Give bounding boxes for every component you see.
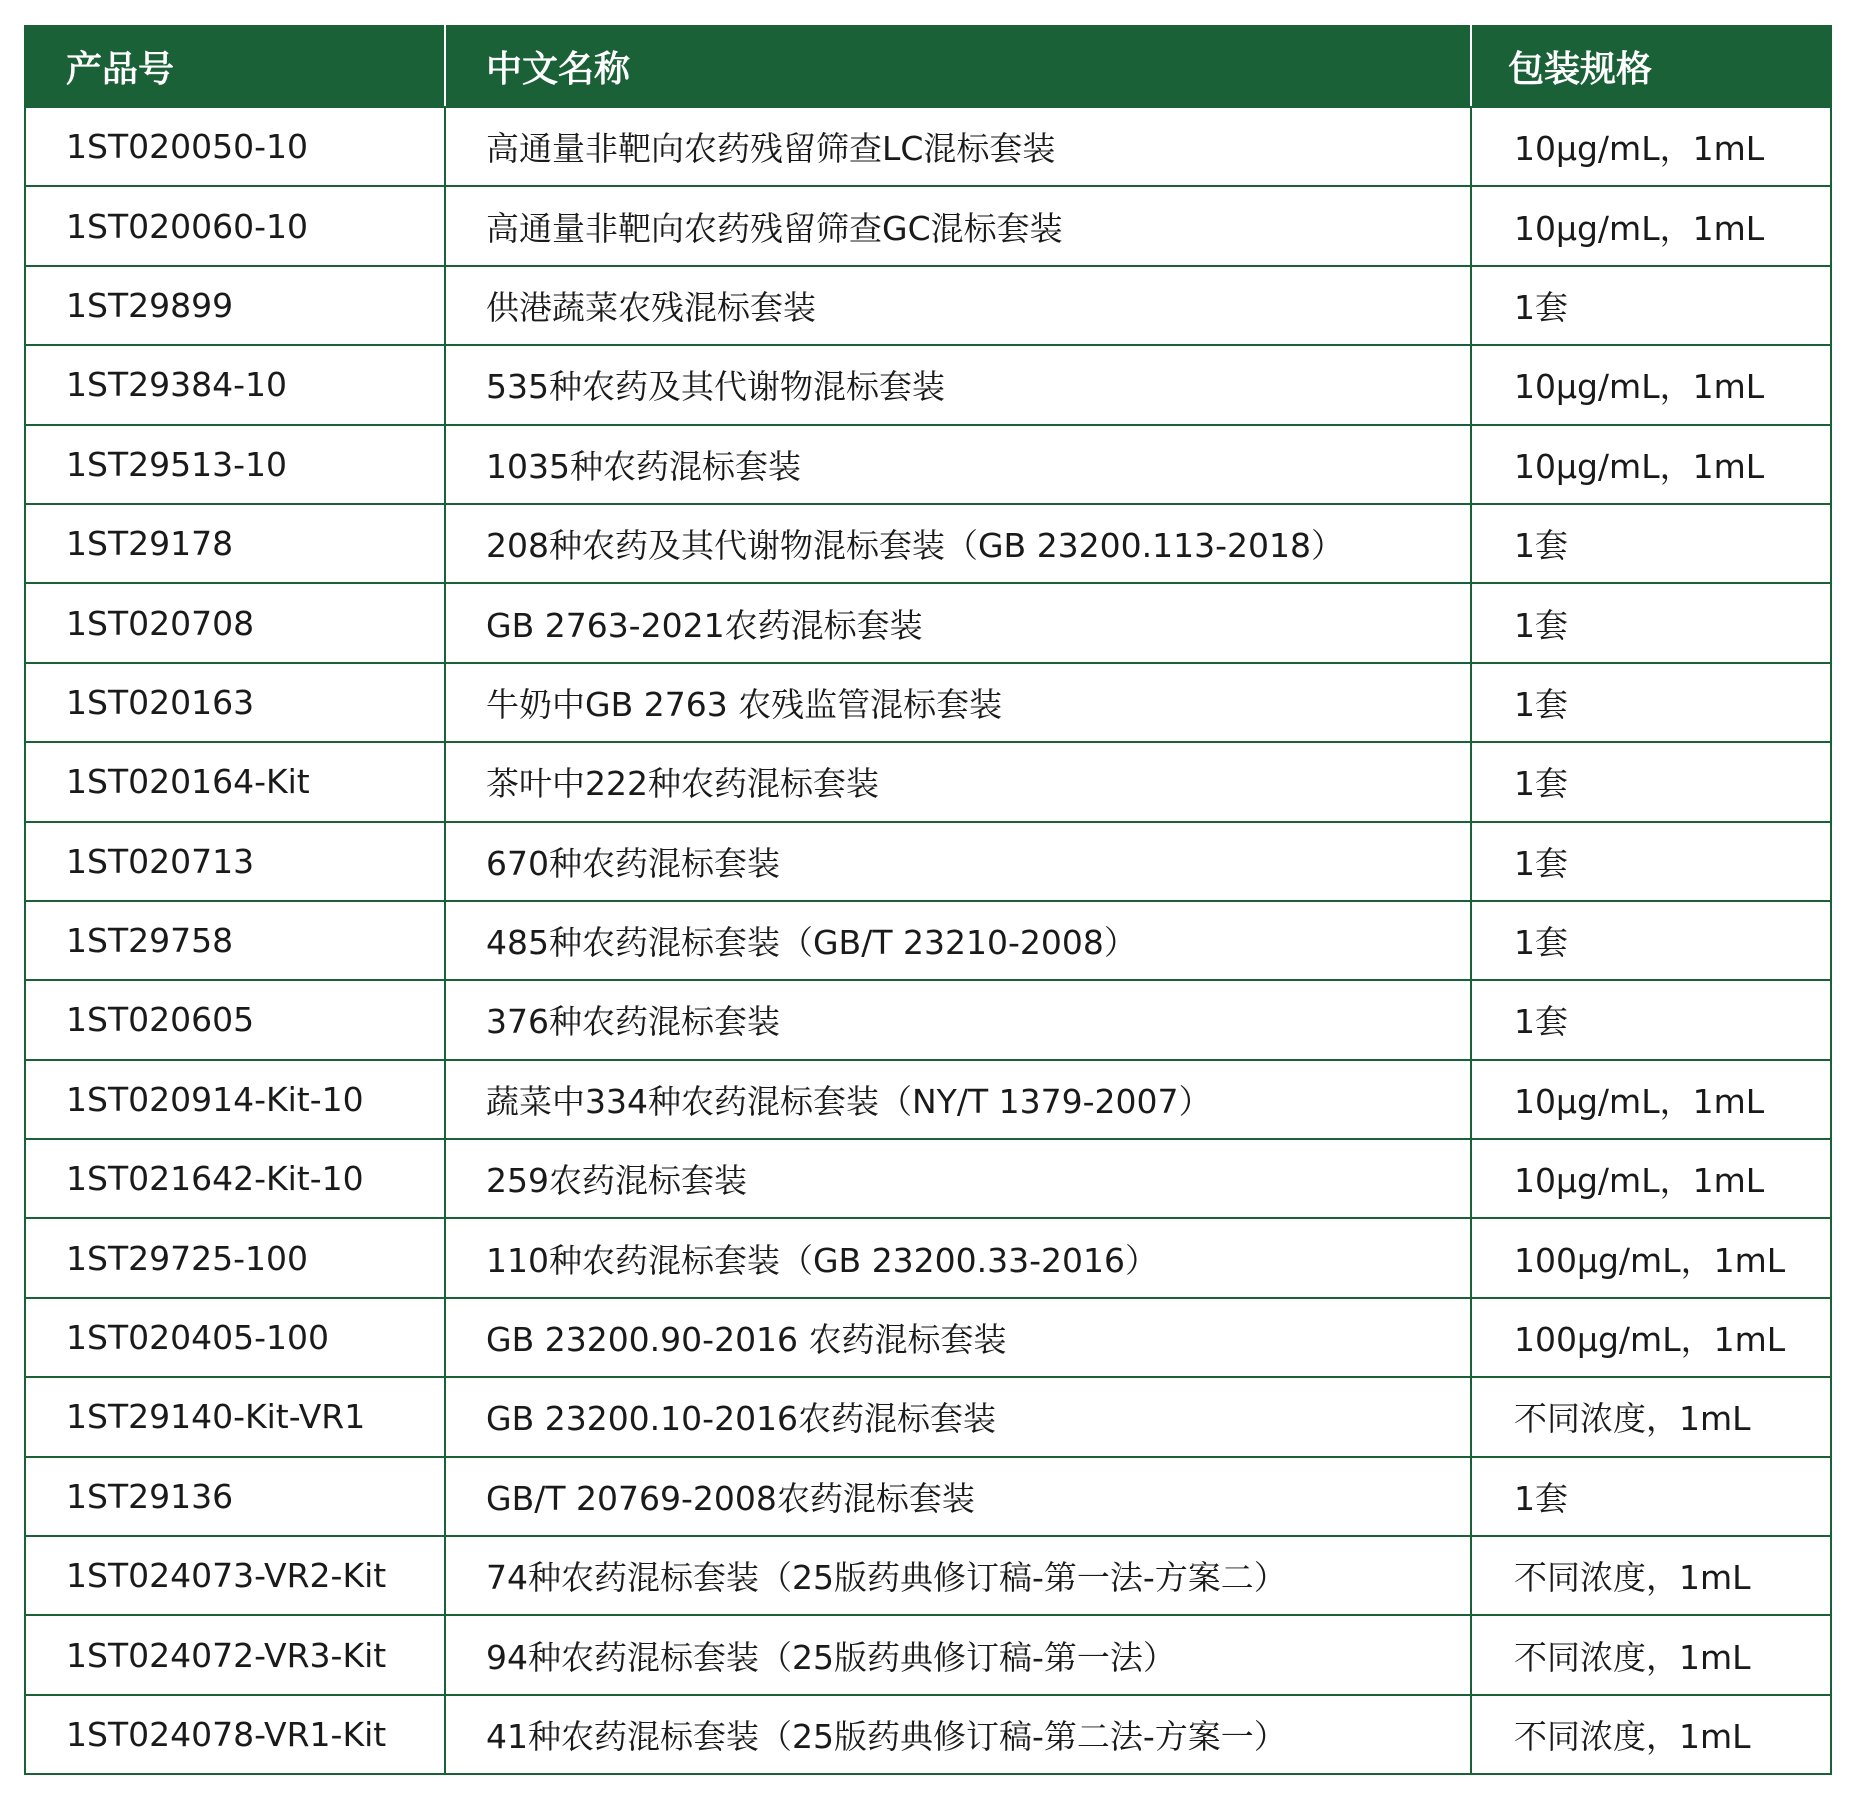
product-number-cell: 1ST29136: [25, 1457, 445, 1536]
package-spec-cell: 不同浓度，1mL: [1471, 1377, 1831, 1456]
package-spec-cell: 1套: [1471, 583, 1831, 662]
chinese-name-cell: 高通量非靶向农药残留筛查LC混标套装: [445, 107, 1471, 186]
table-body: [25, 107, 1831, 1774]
package-spec-cell: 不同浓度，1mL: [1471, 1695, 1831, 1774]
package-spec-cell: 1套: [1471, 266, 1831, 345]
chinese-name-cell: 41种农药混标套装（25版药典修订稿-第二法-方案一）: [445, 1695, 1471, 1774]
package-spec-cell: 1套: [1471, 663, 1831, 742]
table-row: [25, 583, 1831, 662]
product-number-cell: 1ST29513-10: [25, 425, 445, 504]
table-row: [25, 1457, 1831, 1536]
chinese-name-cell: 535种农药及其代谢物混标套装: [445, 345, 1471, 424]
package-spec-cell: 10μg/mL，1mL: [1471, 1060, 1831, 1139]
table-header: [25, 26, 1831, 107]
product-number-cell: 1ST024078-VR1-Kit: [25, 1695, 445, 1774]
product-number-cell: 1ST29178: [25, 504, 445, 583]
package-spec-cell: 1套: [1471, 1457, 1831, 1536]
table-row: [25, 742, 1831, 821]
package-spec-cell: 1套: [1471, 504, 1831, 583]
product-number-cell: 1ST020405-100: [25, 1298, 445, 1377]
chinese-name-cell: 1035种农药混标套装: [445, 425, 1471, 504]
package-spec-cell: 1套: [1471, 901, 1831, 980]
chinese-name-cell: 茶叶中222种农药混标套装: [445, 742, 1471, 821]
table-row: [25, 186, 1831, 265]
product-number-cell: 1ST020164-Kit: [25, 742, 445, 821]
chinese-name-cell: GB 23200.90-2016 农药混标套装: [445, 1298, 1471, 1377]
product-number-cell: 1ST020163: [25, 663, 445, 742]
product-number-cell: 1ST024073-VR2-Kit: [25, 1536, 445, 1615]
table-row: [25, 504, 1831, 583]
table-row: [25, 822, 1831, 901]
package-spec-cell: 不同浓度，1mL: [1471, 1615, 1831, 1694]
table-row: [25, 663, 1831, 742]
product-number-cell: 1ST29140-Kit-VR1: [25, 1377, 445, 1456]
product-number-cell: 1ST29725-100: [25, 1218, 445, 1297]
product-number-cell: 1ST020708: [25, 583, 445, 662]
table-row: [25, 1139, 1831, 1218]
table-row: [25, 1060, 1831, 1139]
product-number-cell: 1ST020605: [25, 980, 445, 1059]
table-row: [25, 345, 1831, 424]
table-row: [25, 980, 1831, 1059]
table-row: [25, 901, 1831, 980]
package-spec-cell: 1套: [1471, 822, 1831, 901]
chinese-name-cell: 670种农药混标套装: [445, 822, 1471, 901]
table-row: [25, 1218, 1831, 1297]
product-number-cell: 1ST024072-VR3-Kit: [25, 1615, 445, 1694]
product-number-cell: 1ST020914-Kit-10: [25, 1060, 445, 1139]
package-spec-cell: 1套: [1471, 980, 1831, 1059]
header-chinese-name: 中文名称: [445, 26, 1471, 107]
product-number-cell: 1ST021642-Kit-10: [25, 1139, 445, 1218]
product-number-cell: 1ST29758: [25, 901, 445, 980]
chinese-name-cell: GB 2763-2021农药混标套装: [445, 583, 1471, 662]
header-package-spec: 包装规格: [1471, 26, 1831, 107]
product-table: [24, 25, 1832, 1775]
table-row: [25, 1536, 1831, 1615]
header-product-number: 产品号: [25, 26, 445, 107]
package-spec-cell: 10μg/mL，1mL: [1471, 345, 1831, 424]
chinese-name-cell: 蔬菜中334种农药混标套装（NY/T 1379-2007）: [445, 1060, 1471, 1139]
chinese-name-cell: 牛奶中GB 2763 农残监管混标套装: [445, 663, 1471, 742]
table-row: [25, 1695, 1831, 1774]
chinese-name-cell: 高通量非靶向农药残留筛查GC混标套装: [445, 186, 1471, 265]
package-spec-cell: 10μg/mL，1mL: [1471, 1139, 1831, 1218]
chinese-name-cell: 259农药混标套装: [445, 1139, 1471, 1218]
chinese-name-cell: 208种农药及其代谢物混标套装（GB 23200.113-2018）: [445, 504, 1471, 583]
package-spec-cell: 不同浓度，1mL: [1471, 1536, 1831, 1615]
product-number-cell: 1ST29384-10: [25, 345, 445, 424]
table-row: [25, 1377, 1831, 1456]
chinese-name-cell: 485种农药混标套装（GB/T 23210-2008）: [445, 901, 1471, 980]
table-row: [25, 425, 1831, 504]
package-spec-cell: 100μg/mL，1mL: [1471, 1298, 1831, 1377]
chinese-name-cell: 74种农药混标套装（25版药典修订稿-第一法-方案二）: [445, 1536, 1471, 1615]
chinese-name-cell: GB/T 20769-2008农药混标套装: [445, 1457, 1471, 1536]
table-row: [25, 107, 1831, 186]
package-spec-cell: 10μg/mL，1mL: [1471, 186, 1831, 265]
package-spec-cell: 10μg/mL，1mL: [1471, 425, 1831, 504]
table-row: [25, 1298, 1831, 1377]
package-spec-cell: 10μg/mL，1mL: [1471, 107, 1831, 186]
product-number-cell: 1ST020060-10: [25, 186, 445, 265]
table-row: [25, 1615, 1831, 1694]
chinese-name-cell: 94种农药混标套装（25版药典修订稿-第一法）: [445, 1615, 1471, 1694]
chinese-name-cell: 376种农药混标套装: [445, 980, 1471, 1059]
product-number-cell: 1ST020713: [25, 822, 445, 901]
package-spec-cell: 100μg/mL，1mL: [1471, 1218, 1831, 1297]
package-spec-cell: 1套: [1471, 742, 1831, 821]
table-row: [25, 266, 1831, 345]
chinese-name-cell: 110种农药混标套装（GB 23200.33-2016）: [445, 1218, 1471, 1297]
chinese-name-cell: GB 23200.10-2016农药混标套装: [445, 1377, 1471, 1456]
chinese-name-cell: 供港蔬菜农残混标套装: [445, 266, 1471, 345]
header-row: [25, 26, 1831, 107]
product-number-cell: 1ST29899: [25, 266, 445, 345]
product-number-cell: 1ST020050-10: [25, 107, 445, 186]
